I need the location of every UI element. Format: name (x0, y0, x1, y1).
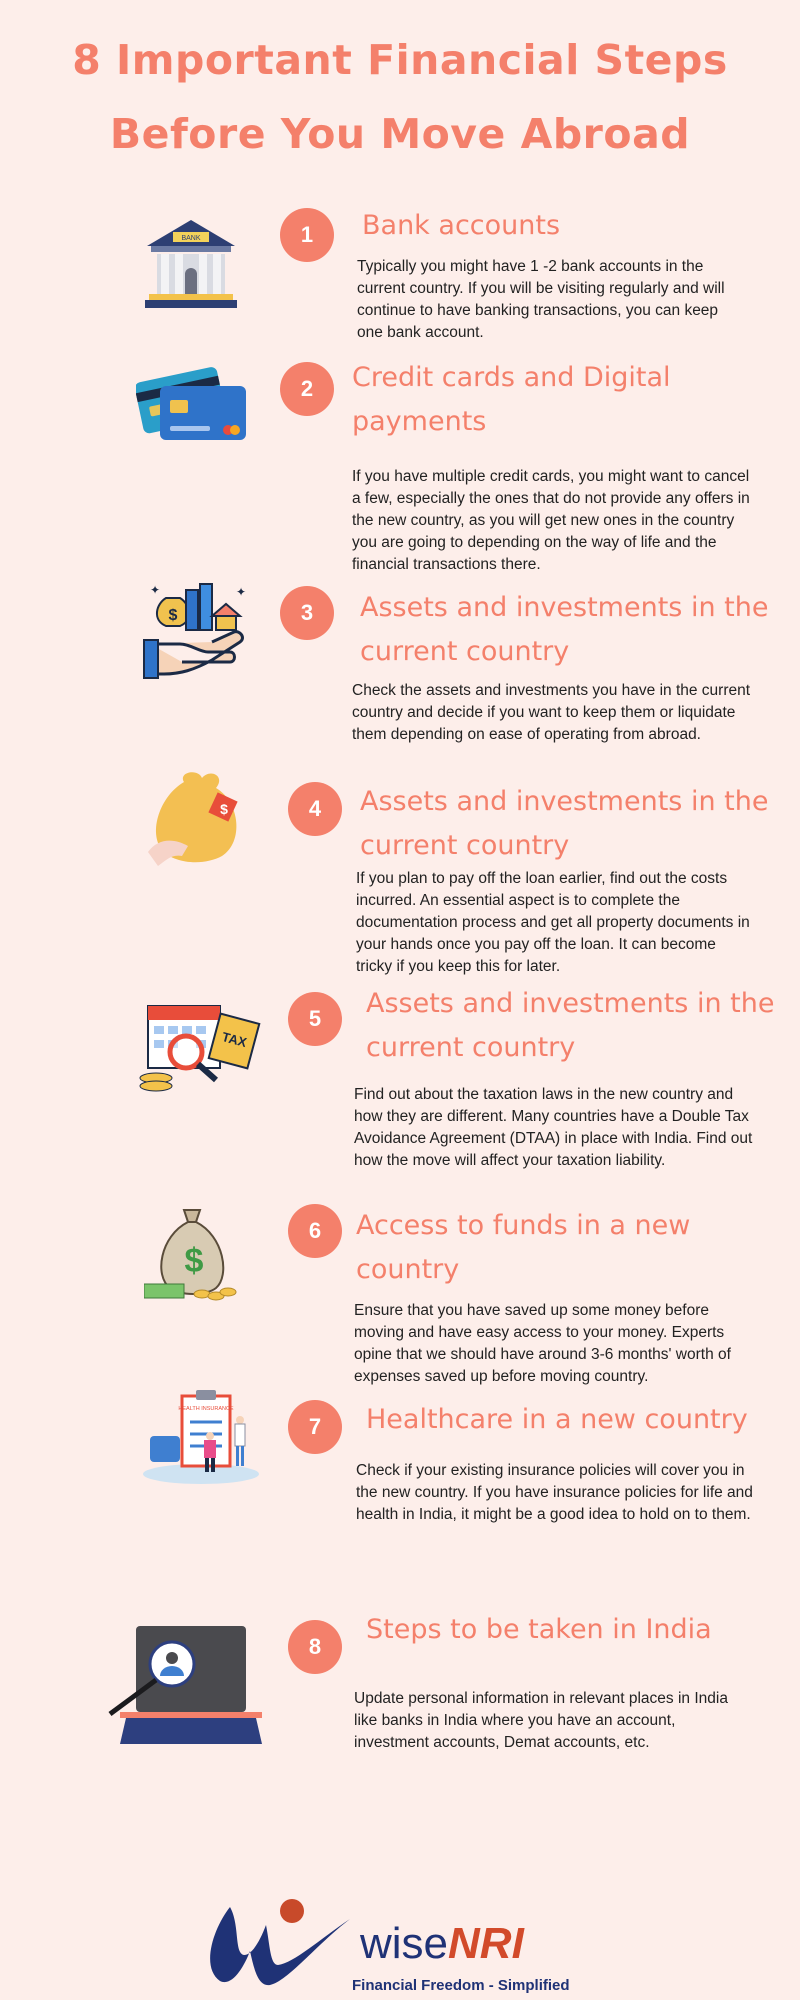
logo-nri-text: NRI (448, 1919, 524, 1968)
dollar-sack-icon (144, 1196, 244, 1304)
bank-building-icon (143, 218, 239, 310)
step-description-8: Update personal information in relevant places in India like banks in India where you have an account, investment accounts, Demat accounts, etc. (354, 1690, 728, 1751)
step-heading-5: Assets and investments in the current country (366, 988, 775, 1063)
step-number-5: 5 (288, 992, 342, 1046)
step-heading-4: Assets and investments in the current country (360, 786, 769, 861)
step-heading-7: Healthcare in a new country (366, 1404, 748, 1435)
svg-text:$: $ (168, 607, 178, 624)
step-description-1: Typically you might have 1 -2 bank accounts in the current country. If you will be visiting regularly and will continue to have banking transactions, you can keep one bank account. (357, 258, 725, 341)
logo-tagline: Financial Freedom - Simplified (352, 1977, 570, 1994)
svg-text:$: $ (220, 801, 228, 817)
svg-text:✦: ✦ (236, 585, 247, 599)
step-heading-8: Steps to be taken in India (366, 1614, 712, 1645)
step-number-7: 7 (288, 1400, 342, 1454)
dollar-sign-text: $ (184, 1242, 204, 1280)
page-title-line2: Before You Move Abroad (109, 110, 691, 158)
insurance-label-text: HEALTH INSURANCE (178, 1406, 234, 1412)
step-number-6: 6 (288, 1204, 342, 1258)
hand-assets-icon (142, 580, 248, 684)
tax-label-text: TAX (220, 1029, 249, 1051)
step-heading-3: Assets and investments in the current country (360, 592, 769, 667)
wisenri-logo (200, 1895, 600, 1995)
wisenri-swoosh-icon (200, 1895, 360, 1995)
page-title-line1: 8 Important Financial Steps (72, 36, 728, 84)
step-number-2: 2 (280, 362, 334, 416)
step-heading-1: Bank accounts (362, 210, 561, 241)
tax-calendar-icon (136, 1000, 262, 1096)
health-insurance-icon (140, 1384, 262, 1486)
step-description-5: Find out about the taxation laws in the new country and how they are different. Many countries have a Double Tax Avoidance Agreement (DTAA) in place with India. Find out how the move will affect your taxation liability. (354, 1086, 753, 1169)
step-description-3: Check the assets and investments you have in the current country and decide if you want to keep them or liquidate them depending on ease of operating from abroad. (352, 682, 751, 743)
svg-text:✦: ✦ (150, 583, 161, 597)
step-number-3: 3 (280, 586, 334, 640)
credit-cards-icon (136, 364, 248, 442)
money-bag-icon (142, 766, 254, 870)
laptop-profile-icon (106, 1624, 262, 1746)
step-heading-6: Access to funds in a new country (356, 1210, 691, 1285)
step-description-7: Check if your existing insurance policies will cover you in the new country. If you have insurance policies for life and health in India, it might be a good idea to hold on to them. (356, 1462, 753, 1523)
bank-sign-text: BANK (181, 235, 201, 242)
logo-wise-text: wise (360, 1919, 449, 1968)
step-description-6: Ensure that you have saved up some money before moving and have easy access to your money. Experts opine that we should have around 3-6 months' worth of expenses saved up before moving country. (354, 1302, 731, 1385)
step-description-2: If you have multiple credit cards, you might want to cancel a few, especially the ones that do not provide any offers in the new country, as you will get new ones in the country you are going to depending on the way of life and the financial transactions there. (352, 468, 750, 573)
step-heading-2: Credit cards and Digital payments (352, 362, 671, 437)
step-number-4: 4 (288, 782, 342, 836)
logo-text (360, 1919, 524, 1969)
step-description-4: If you plan to pay off the loan earlier, find out the costs incurred. An essential aspect is to complete the documentation process and get all property documents in your hands once you pay off the loan. It can become tricky if you keep this for later. (356, 870, 750, 975)
step-number-8: 8 (288, 1620, 342, 1674)
step-number-1: 1 (280, 208, 334, 262)
